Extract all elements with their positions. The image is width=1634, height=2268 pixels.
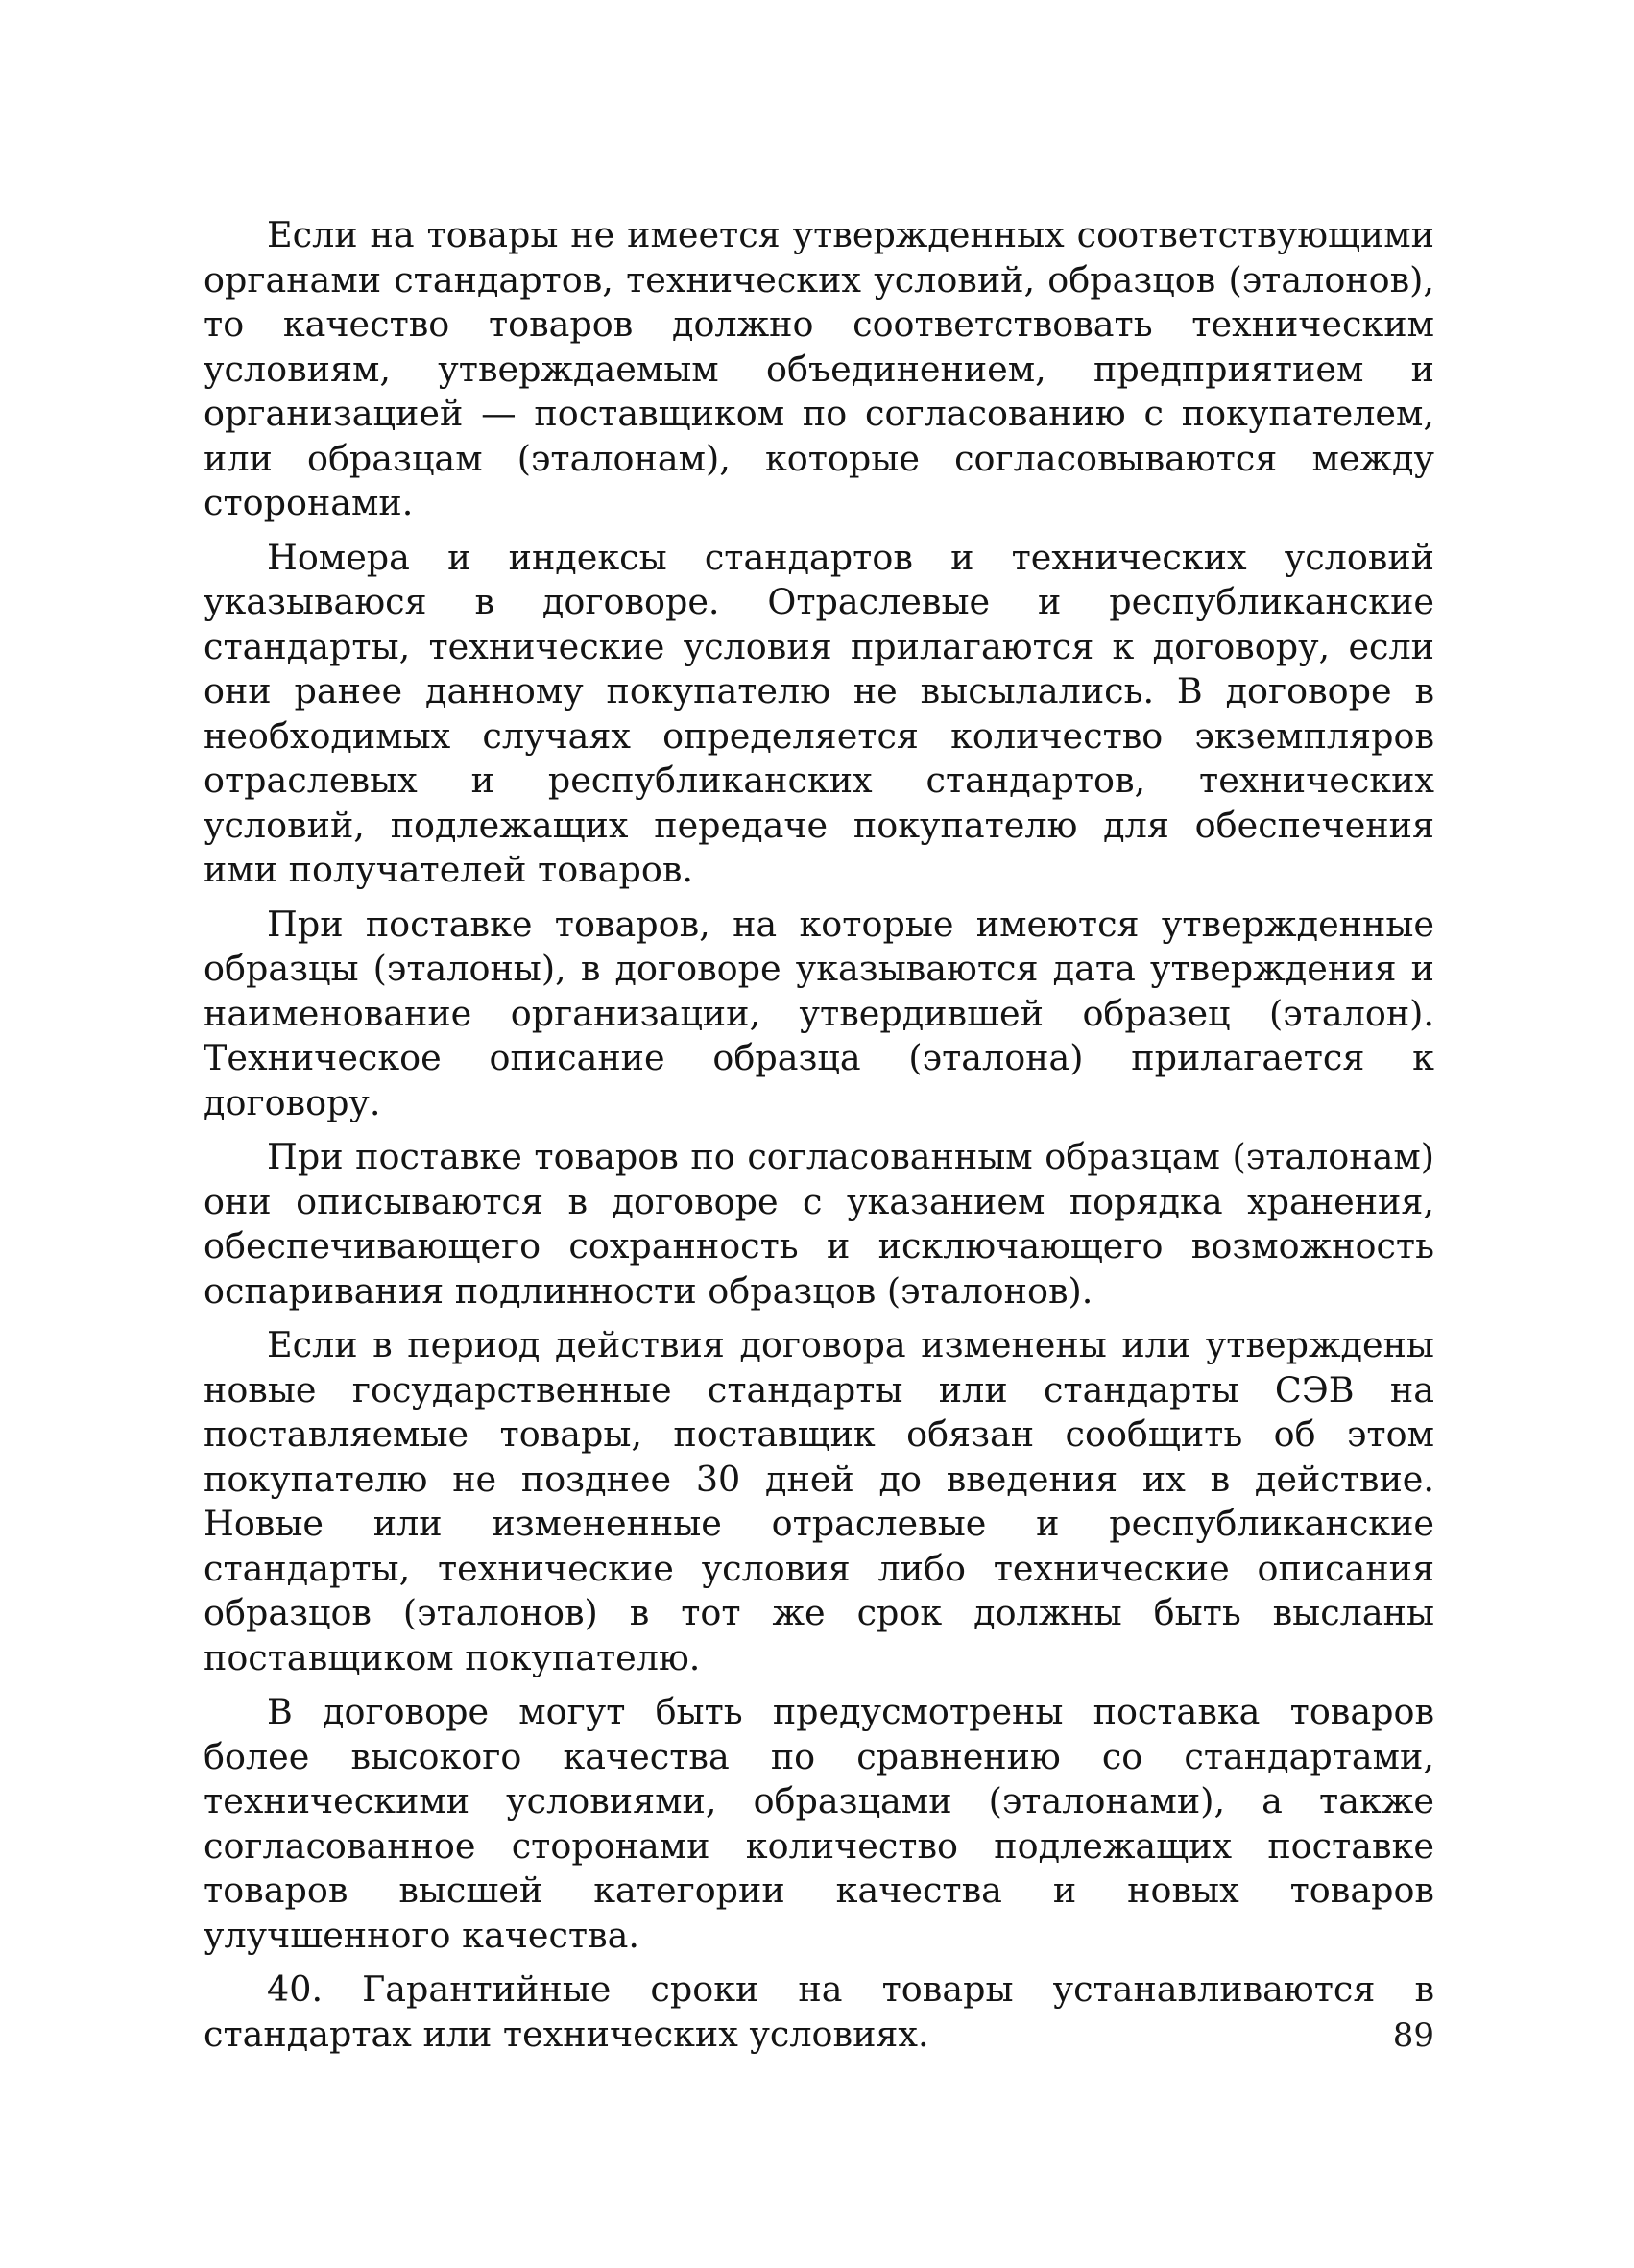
paragraph-standard-changes: Если в период действия договора изменены или утверждены новые государственные стандарты или стандарты СЭВ на поставляемые товары, поставщик обязан сообщить об этом покупателю не позднее 30 дней до введения их в действие. Новые или измененные отраслевые и республиканские стандарты, технические условия либо технические описания образцов (эталонов) в тот же срок должны быть высланы поставщиком покупателю. — [204, 1324, 1434, 1678]
paragraph-agreed-samples: При поставке товаров по согласованным образцам (эталонам) они описываются в договоре с указанием порядка хранения, обеспечивающего сохранность и исключающего возможность оспаривания подлинности образцов (эталонов). — [204, 1136, 1434, 1312]
paragraph-higher-quality: В договоре могут быть предусмотрены поставка товаров более высокого качества по сравнению со стандартами, техническими условиями, образцами (эталонами), а также согласованное сторонами количество подлежащих поставке товаров высшей категории качества и новых товаров улучшенного качества. — [204, 1691, 1434, 1956]
page-number: 89 — [1392, 2016, 1434, 2055]
paragraph-approved-samples: При поставке товаров, на которые имеются утвержденные образцы (эталоны), в договоре указываются дата утверждения и наименование организации, утвердившей образец (эталон). Техническое описание образца (эталона) прилагается к договору. — [204, 903, 1434, 1123]
paragraph-quality-requirements: Если на товары не имеется утвержденных соответствующими органами стандартов, технических условий, образцов (эталонов), то качество товаров должно соответствовать техническим условиям, утверждаемым объединением, предприятием и организацией — поставщиком по согласованию с покупателем, или образцам (эталонам), которые согласовываются между сторонами. — [204, 214, 1434, 523]
paragraph-standard-indexes: Номера и индексы стандартов и технических условий указываюся в договоре. Отраслевые и республиканские стандарты, технические условия прилагаются к договору, если они ранее данному покупателю не высылались. В договоре в необходимых случаях определяется количество экземпляров отраслевых и республиканских стандартов, технических условий, подлежащих передаче покупателю для обеспечения ими получателей товаров. — [204, 536, 1434, 890]
body-text — [204, 213, 1434, 2057]
paragraph-warranty-terms: 40. Гарантийные сроки на товары устанавливаются в стандартах или технических условиях. — [204, 1968, 1434, 2055]
